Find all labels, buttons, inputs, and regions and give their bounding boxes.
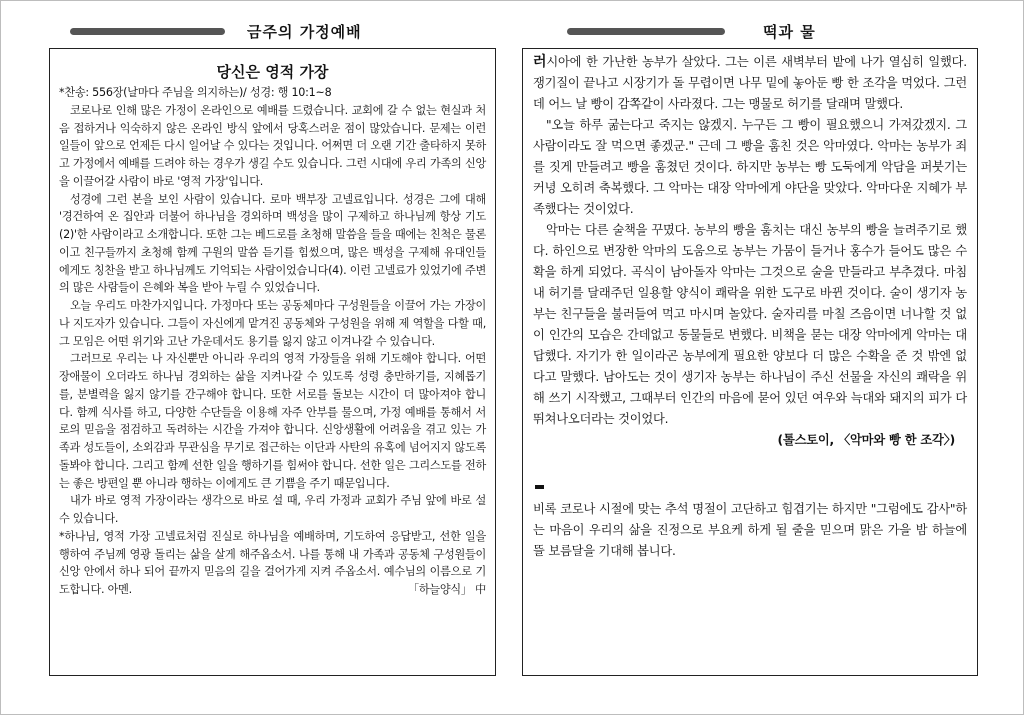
story-body xyxy=(523,49,977,562)
sermon-meta: *찬송: 556장(날마다 주님을 의지하는)/ 성경: 행 10:1~8 xyxy=(59,86,332,99)
sermon-paragraph: 그러므로 우리는 나 자신뿐만 아니라 우리의 영적 가장들을 위해 기도해야 합니다. 어떤 장애물이 오더라도 하나님 경외하는 삶을 지켜나갈 수 있도록 성령 충만하기를, 지혜롭기를, 분별력을 잃지 않기를 간구해야 합니다. 또한 서로를 돌보는 시간이 더 많아져야 합니다. 함께 식사를 하고, 다양한 수단들을 이용해 자주 안부를 물으며, 가정 예배를 통해서 서로의 믿음을 점검하고 독려하는 시간을 가져야 합니다. 신앙생활에 어려움을 겪고 있는 가족과 성도들이, 소외감과 무관심을 무기로 접근하는 이단과 사탄의 유혹에 넘어지지 않도록 돌봐야 합니다. 그리고 함께 선한 일을 행하기를 힘써야 합니다. 선한 일은 그리스도를 전하는 좋은 방편일 뿐 아니라 행하는 이에게도 큰 기쁨을 주기 때문입니다. xyxy=(59,352,486,490)
story-paragraph: 악마는 다른 술책을 꾸몄다. 농부의 빵을 훔치는 대신 농부의 빵을 늘려주기로 했다. 하인으로 변장한 악마의 도움으로 농부는 가뭄이 들거나 홍수가 들어도 많은 수확을 하게 되었다. 곡식이 남아돌자 악마는 그것으로 술을 만들라고 부추겼다. 마침내 허기를 달래주던 일용할 양식이 쾌락을 위한 도구로 바뀐 것이다. 술이 생기자 농부는 친구들을 불러들여 먹고 마시며 놀았다. 술자리를 마칠 즈음이면 너나할 것 없이 인간의 모습은 간데없고 동물들로 변했다. 비책을 묻는 대장 악마에게 악마는 대답했다. 자기가 한 일이라곤 농부에게 필요한 양보다 더 많은 수확을 준 것 밖엔 없다고 말했다. 남아도는 것이 생기자 농부는 하나님이 주신 선물을 자신의 쾌락을 위해 쓰기 시작했고, 그때부터 인간의 마음에 묻어 있던 여우와 늑대와 돼지의 피가 다 뛰쳐나오더라는 것이었다. xyxy=(533,223,967,426)
sermon-paragraph: 성경에 그런 본을 보인 사람이 있습니다. 로마 백부장 고넬료입니다. 성경은 그에 대해 '경건하여 온 집안과 더불어 하나님을 경외하며 백성을 많이 구제하고 하나님께 항상 기도(2)'한 사람이라고 소개합니다. 또한 그는 베드로를 초청해 말씀을 들을 때에는 친척은 물론이고 친구들까지 초청해 함께 구원의 말씀 듣기를 힘썼으며, 많은 백성을 구제해 유대인들에게도 칭찬을 받고 하나님께도 기억되는 사람이었습니다(4). 이런 고넬료가 있었기에 주변의 많은 사람들이 은혜와 복을 받아 누릴 수 있었습니다. xyxy=(59,192,486,295)
sermon-panel xyxy=(49,48,496,676)
story-closing: 비록 코로나 시절에 맞는 추석 명절이 고단하고 힘겹기는 하지만 "그럼에도 감사"하는 마음이 우리의 삶을 진정으로 부요케 하게 될 줄을 믿으며 맑은 가을 밤 하늘에 뜰 보름달을 기대해 봅니다. xyxy=(533,502,967,558)
right-header-bar xyxy=(567,28,725,35)
story-first-text: 시아에 한 가난한 농부가 살았다. 그는 이른 새벽부터 밭에 나가 열심히 일했다. 쟁기질이 끝나고 시장기가 돌 무렵이면 나무 밑에 놓아둔 빵 한 조각을 먹었다. 그런데 어느 날 빵이 감쪽같이 사라졌다. 그는 맹물로 허기를 달래며 말했다. xyxy=(533,55,967,111)
story-dropcap: 러 xyxy=(533,54,547,70)
dash-mark xyxy=(535,485,544,489)
sermon-source: 「하늘양식」 中 xyxy=(407,582,486,596)
left-header-title: 금주의 가정예배 xyxy=(247,23,362,41)
sermon-body xyxy=(50,84,495,599)
sermon-title: 당신은 영적 가장 xyxy=(216,63,329,81)
sermon-paragraph: 내가 바로 영적 가장이라는 생각으로 바로 설 때, 우리 가정과 교회가 주님 앞에 바로 설 수 있습니다. xyxy=(59,494,486,525)
right-header-title: 떡과 물 xyxy=(763,23,816,41)
story-paragraph-first xyxy=(533,52,967,115)
left-header-bar xyxy=(70,28,225,35)
sermon-paragraph: 오늘 우리도 마찬가지입니다. 가정마다 또는 공동체마다 구성원들을 이끌어 가는 가장이나 지도자가 있습니다. 그들이 자신에게 맡겨진 공동체와 구성원을 위해 제 역할을 다할 때, 그 모임은 어떤 위기와 고난 가운데서도 용기를 잃지 않고 이겨나갈 수 있습니다. xyxy=(59,299,486,348)
story-source: (톨스토이, 〈악마와 빵 한 조각〉) xyxy=(777,433,955,447)
sermon-paragraph: 코로나로 인해 많은 가정이 온라인으로 예배를 드렸습니다. 교회에 갈 수 없는 현실과 처음 접하거나 익숙하지 않은 온라인 방식 앞에서 당혹스러운 점이 많았습니다. 문제는 이런 일들이 앞으로 언제든 다시 일어날 수 있다는 것입니다. 어쩌면 더 오랜 기간 출타하지 못하고 가정에서 예배를 드려야 하는 경우가 생길 수도 있습니다. 그런 시대에 우리 가족의 신앙을 이끌어갈 사람이 바로 '영적 가장'입니다. xyxy=(59,103,486,188)
sermon-prayer: *하나님, 영적 가장 고넬료처럼 진실로 하나님을 예배하며, 기도하여 응답받고, 선한 일을 행하여 주님께 영광 돌리는 삶을 살게 해주옵소서. 나를 통해 내 가족과 공동체 구성원들이 신앙 안에서 하나 되어 끝까지 믿음의 길을 걸어가게 지켜 주옵소서. 예수님의 이름으로 기도합니다. 아멘. xyxy=(59,529,486,596)
story-panel xyxy=(522,48,978,676)
story-paragraph: "오늘 하루 굶는다고 죽지는 않겠지. 누구든 그 빵이 필요했으니 가져갔겠지. 그 사람이라도 잘 먹으면 좋겠군." 근데 그 빵을 훔친 것은 악마였다. 악마는 농부가 죄를 짓게 만들려고 빵을 훔쳤던 것이다. 하지만 농부는 빵 도둑에게 악담을 퍼붓기는커녕 오히려 축복했다. 그 악마는 대장 악마에게 야단을 맞았다. 악마다운 지혜가 부족했다는 것이었다. xyxy=(533,118,967,216)
